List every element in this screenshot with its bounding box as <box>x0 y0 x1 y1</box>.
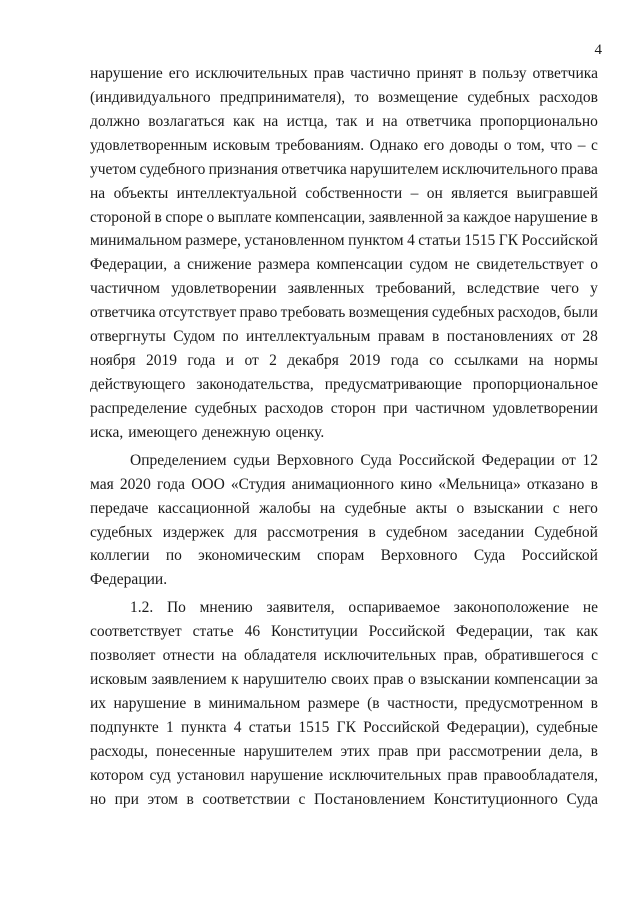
text-line: мая 2020 года ООО «Студия анимационного кино «Мельница» отказано в <box>90 475 598 493</box>
text-line: действующего законодательства, предусматривающие пропорциональное <box>90 375 598 393</box>
text-line: ответчика отсутствует право требовать возмещения судебных расходов, были <box>90 304 598 322</box>
page-number: 4 <box>594 42 602 58</box>
text-line: передаче кассационной жалобы на судебные акты о взыскании с него <box>90 499 598 517</box>
text-line: иска, имеющего денежную оценку. <box>90 423 325 441</box>
text-line: отвергнуты Судом по интеллектуальным правам в постановлениях от 28 <box>90 328 598 346</box>
text-line: ноября 2019 года и от 2 декабря 2019 года со ссылками на нормы <box>90 352 598 370</box>
text-line: учетом судебного признания ответчика нарушителем исключительного права <box>90 160 598 178</box>
text-line: судебных издержек для рассмотрения в судебном заседании Судебной <box>90 523 598 541</box>
text-line: распределение судебных расходов сторон при частичном удовлетворении <box>90 399 598 417</box>
text-line: их нарушение в минимальном размере (в частности, предусмотренном в <box>90 694 598 712</box>
paragraph <box>90 449 598 593</box>
text-line: Федерации, а снижение размера компенсации судом не свидетельствует о <box>90 256 598 274</box>
text-line: подпункте 1 пункта 4 статьи 1515 ГК Российской Федерации), судебные <box>90 718 598 736</box>
text-line: стороной в споре о выплате компенсации, заявленной за каждое нарушение в <box>90 208 598 226</box>
text-line: позволяет отнести на обладателя исключительных прав, обратившегося с <box>90 647 598 665</box>
text-line: расходы, понесенные нарушителем этих прав при рассмотрении дела, в <box>90 742 598 760</box>
text-line: котором суд установил нарушение исключительных прав правообладателя, <box>90 766 598 784</box>
text-line: но при этом в соответствии с Постановлением Конституционного Суда <box>90 790 598 808</box>
paragraph <box>90 596 598 811</box>
text-line: должно возлагаться как на истца, так и на ответчика пропорционально <box>90 112 598 130</box>
text-line: 1.2. По мнению заявителя, оспариваемое законоположение не <box>130 599 598 617</box>
text-line: Федерации. <box>90 571 168 589</box>
document-body <box>90 62 598 812</box>
text-line: (индивидуального предпринимателя), то возмещение судебных расходов <box>90 88 598 106</box>
text-line: удовлетворенным исковым требованиям. Однако его доводы о том, что – с <box>90 136 598 154</box>
text-line: соответствует статье 46 Конституции Российской Федерации, так как <box>90 623 598 641</box>
paragraph <box>90 62 598 445</box>
text-line: коллегии по экономическим спорам Верховного Суда Российской <box>90 547 598 565</box>
text-line: на объекты интеллектуальной собственности – он является выигравшей <box>90 184 598 202</box>
text-line: нарушение его исключительных прав частично принят в пользу ответчика <box>90 65 598 82</box>
text-line: Определением судьи Верховного Суда Российской Федерации от 12 <box>130 451 598 469</box>
text-line: минимальном размере, установленном пунктом 4 статьи 1515 ГК Российской <box>90 232 598 250</box>
text-line: частичном удовлетворении заявленных требований, вследствие чего у <box>90 280 598 298</box>
text-line: исковым заявлением к нарушителю своих прав о взыскании компенсации за <box>90 671 598 689</box>
